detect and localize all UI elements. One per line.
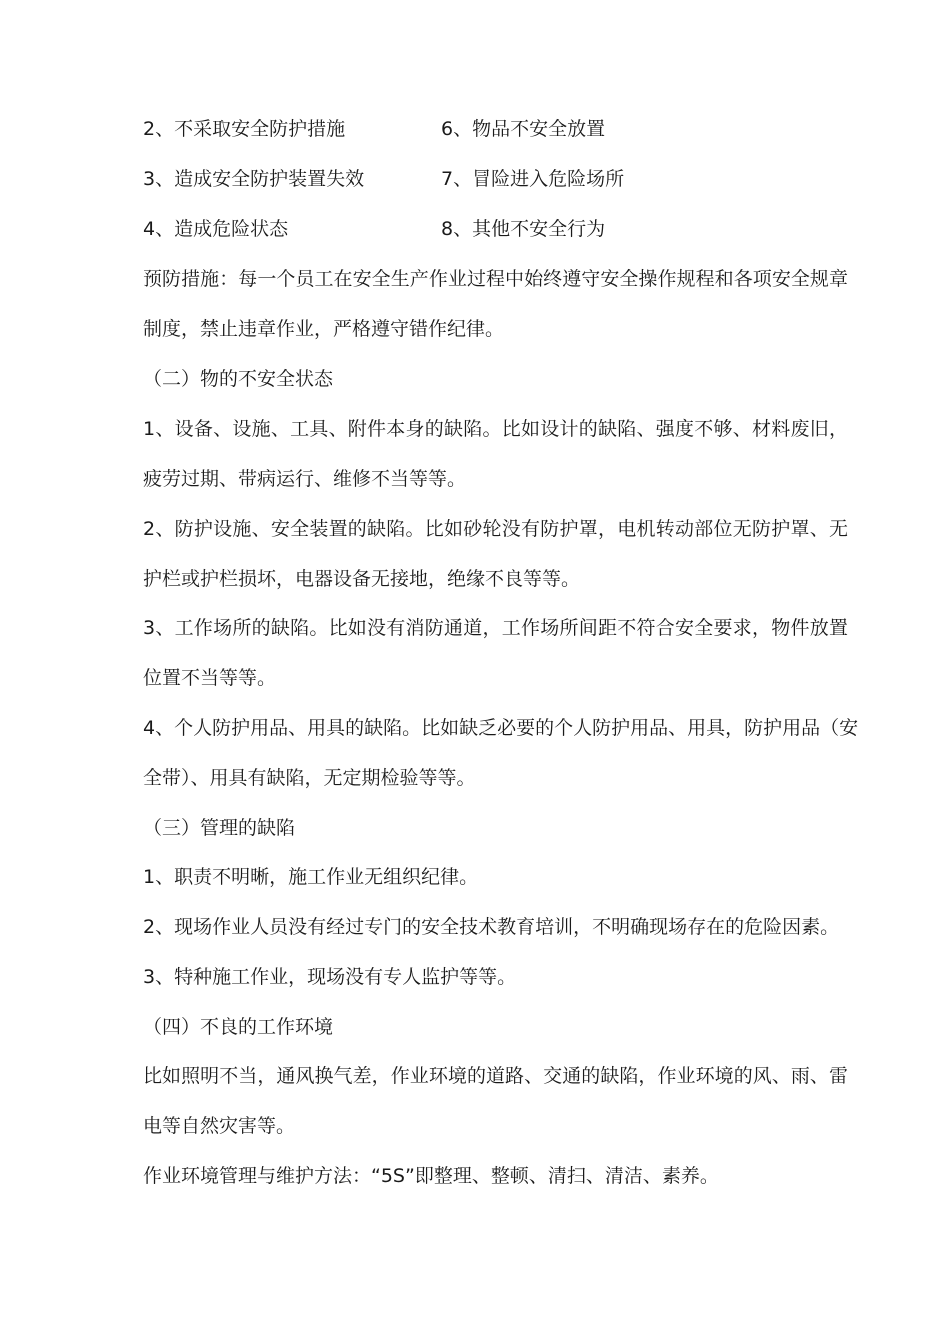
cause-item: 8、其他不安全行为 (441, 218, 606, 240)
paragraph-line: 2、防护设施、安全装置的缺陷。比如砂轮没有防护罩，电机转动部位无防护罩、无 (143, 518, 848, 540)
prevention-text: 预防措施：每一个员工在安全生产作业过程中始终遵守安全操作规程和各项安全规章 (143, 268, 848, 290)
paragraph-line: 位置不当等等。 (143, 667, 277, 689)
paragraph-line: 4、个人防护用品、用具的缺陷。比如缺乏必要的个人防护用品、用具，防护用品（安 (143, 717, 859, 739)
paragraph-line: 1、设备、设施、工具、附件本身的缺陷。比如设计的缺陷、强度不够、材料废旧， (143, 418, 848, 440)
paragraph-line: 3、特种施工作业，现场没有专人监护等等。 (143, 966, 517, 988)
cause-row (143, 116, 848, 142)
section-heading: （三）管理的缺陷 (143, 817, 296, 839)
cause-item: 4、造成危险状态 (143, 218, 289, 240)
cause-item: 3、造成安全防护装置失效 (143, 168, 365, 190)
paragraph-line: 1、职责不明晰，施工作业无组织纪律。 (143, 866, 479, 888)
paragraph-line: 比如照明不当，通风换气差，作业环境的道路、交通的缺陷，作业环境的风、雨、雷 (143, 1065, 848, 1087)
section-heading: （二）物的不安全状态 (143, 368, 334, 390)
cause-row (143, 166, 848, 192)
paragraph-line: 2、现场作业人员没有经过专门的安全技术教育培训，不明确现场存在的危险因素。 (143, 916, 840, 938)
paragraph-line: 电等自然灾害等。 (143, 1115, 296, 1137)
paragraph-line: 疲劳过期、带病运行、维修不当等等。 (143, 468, 467, 490)
paragraph-line: 全带）、用具有缺陷，无定期检验等等。 (143, 767, 476, 789)
paragraph-line: 作业环境管理与维护方法：“5S”即整理、整顿、清扫、清洁、素养。 (143, 1165, 719, 1187)
prevention-text: 制度，禁止违章作业，严格遵守错作纪律。 (143, 318, 505, 340)
cause-row (143, 216, 848, 242)
cause-item: 7、冒险进入危险场所 (441, 168, 625, 190)
paragraph-line: 护栏或护栏损坏，电器设备无接地，绝缘不良等等。 (143, 568, 581, 590)
paragraph-line: 3、工作场所的缺陷。比如没有消防通道，工作场所间距不符合安全要求，物件放置 (143, 617, 848, 639)
cause-item: 6、物品不安全放置 (441, 118, 606, 140)
section-heading: （四）不良的工作环境 (143, 1016, 334, 1038)
cause-item: 2、不采取安全防护措施 (143, 118, 346, 140)
